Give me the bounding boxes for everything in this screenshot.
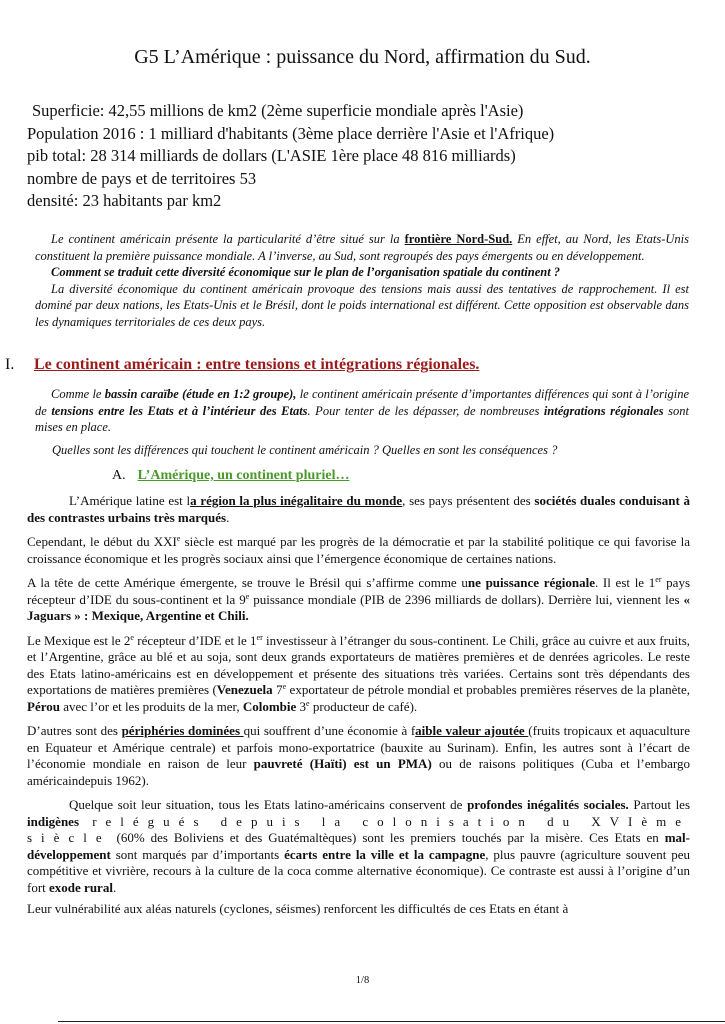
section-1-intro: Comme le bassin caraïbe (étude en 1:2 groupe), le continent américain présente d’importantes différences qui sont à l’origine de tensions entre les Etats et à l’intérieur des Etats. Pour tenter de les dépasser, de nombreuses intégrations régionales sont mises en place. (35, 387, 689, 435)
footer-rule (58, 1021, 725, 1022)
fact-area: Superficie: 42,55 millions de km2 (2ème superficie mondiale après l'Asie) (32, 101, 524, 120)
fact-population: Population 2016 : 1 milliard d'habitants (3ème place derrière l'Asie et l'Afrique) (27, 123, 555, 143)
section-number: I. (5, 356, 15, 373)
paragraph: Cependant, le début du XXIe siècle est marqué par les progrès de la démocratie et par la stabilité politique ce qui favorise la croissance économique et les progrès sociaux ainsi que l’émergence économique de certaines nations. (27, 534, 690, 566)
subsection-letter: A. (112, 468, 126, 483)
page-title: G5 L’Amérique : puissance du Nord, affirmation du Sud. (134, 46, 591, 68)
section-title: Le continent américain : entre tensions et intégrations régionales. (34, 356, 480, 373)
body-text (27, 493, 690, 926)
paragraph: Quelque soit leur situation, tous les Etats latino-américains conservent de profondes inégalités sociales. Partout les indigènes relégués depuis la colonisation du XVIème siècle (60% des Boliviens et des Guatémaltèques) sont les premiers touchés par la misère. Ces Etats en mal- développement sont marqués par d’importants écarts entre la ville et la campagne, plus pauvre (agriculture souvent peu compétitive et vivrière, recours à la culture de la coca comme alternative économique). Ce contraste est aussi à l’origine d’un fort exode rural. (27, 797, 691, 895)
intro-paragraph: Le continent américain présente la particularité d’être situé sur la frontière Nord-Sud. En effet, au Nord, les Etats-Unis constituent la première puissance mondiale. A l’inverse, au Sud, sont regroupés des pays émergents ou en développement. (35, 232, 690, 263)
problem-question: Comment se traduit cette diversité économique sur le plan de l’organisation spatiale du continent ? (51, 265, 561, 280)
north-south-border-term: frontière Nord-Sud. (404, 232, 513, 246)
paragraph: Le Mexique est le 2e récepteur d’IDE et le 1er investisseur à l’étranger du sous-continent. Le Chili, grâce au cuivre et aux fruits, et l’Argentine, grâce au blé et au soja, sont deux grands exportateurs de matières premières et de denrées agricoles. Le reste des Etats latino-américains est en développement et présente des situations très variées. Certains sont très dépendants des exportations de matières premières (Venezuela 7e exportateur de pétrole mondial et probables premières réserves de la planète, Pérou avec l’or et les produits de la mer, Colombie 3e producteur de café). (27, 632, 691, 714)
intro-paragraph-2: La diversité économique du continent américain provoque des tensions mais aussi des tentatives de rapprochement. Il est dominé par deux nations, les Etats-Unis et le Brésil, dont le poids international est différent. Cette opposition est observable dans les dynamiques territoriales de ces deux pays. (35, 281, 689, 329)
section-question: Quelles sont les différences qui touchent le continent américain ? Quelles en sont les conséquences ? (52, 443, 558, 457)
page-number: 1/8 (355, 975, 370, 986)
intro-block (35, 231, 689, 331)
paragraph: L’Amérique latine est la région la plus inégalitaire du monde, ses pays présentent des sociétés duales conduisant à des contrastes urbains très marqués. (27, 493, 690, 525)
paragraph: D’autres sont des périphéries dominées qui souffrent d’une économie à faible valeur ajoutée (fruits tropicaux et aquaculture en Equateur et Amérique centrale) et parfois mono-exportatrice (bauxite au Surinam). Enfin, les autres sont à l’écart de l’économie mondiale en raison de leur pauvreté (Haïti) est un PMA) ou de raisons politiques (Cuba et l’embargo américaindepuis 1962). (27, 723, 691, 788)
paragraph: A la tête de cette Amérique émergente, se trouve le Brésil qui s’affirme comme une puissance régionale. Il est le 1er pays récepteur d’IDE du sous-continent et la 9e puissance mondiale (PIB de 2396 milliards de dollars). Derrière lui, viennent les « Jaguars » : Mexique, Argentine et Chili. (27, 575, 690, 623)
subsection-a-heading (112, 468, 349, 484)
key-facts (27, 100, 554, 213)
paragraph: Leur vulnérabilité aux aléas naturels (cyclones, séismes) renforcent les difficultés de ces Etats en étant à (27, 901, 569, 916)
subsection-title: L’Amérique, un continent pluriel… (137, 468, 350, 483)
fact-countries: nombre de pays et de territoires 53 (27, 168, 257, 188)
fact-density: densité: 23 habitants par km2 (27, 191, 222, 210)
fact-gdp: pib total: 28 314 milliards de dollars (L'ASIE 1ère place 48 816 milliards) (27, 146, 516, 165)
